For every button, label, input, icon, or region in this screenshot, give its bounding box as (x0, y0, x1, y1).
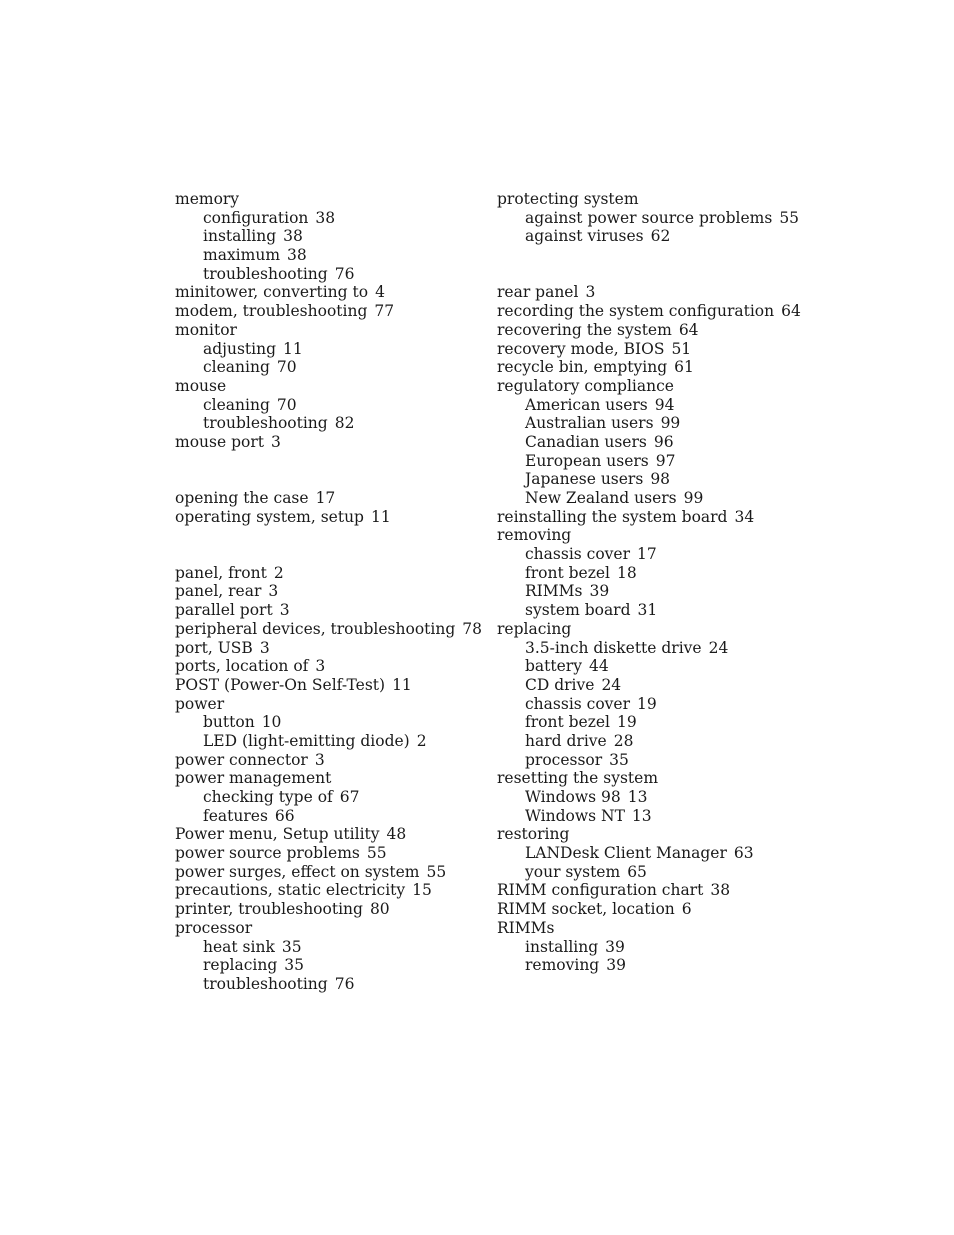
index-entry (175, 751, 475, 770)
index-entry (175, 919, 475, 938)
index-term: recording the system configuration (497, 302, 775, 321)
index-page-number: 24 (601, 675, 622, 694)
index-term: 3.5-inch diskette drive (525, 638, 702, 657)
index-subentry (175, 956, 475, 975)
index-term: memory (175, 190, 240, 208)
index-term: power source problems (175, 844, 360, 863)
index-term: American users (525, 395, 648, 414)
index-page-number: 48 (386, 825, 407, 844)
index-entry (497, 825, 797, 844)
index-term: features (203, 806, 268, 825)
index-entry (175, 321, 475, 340)
index-page-number: 18 (617, 563, 637, 582)
index-subentry (497, 489, 797, 508)
index-term: Australian users (525, 414, 654, 433)
index-entry (175, 582, 475, 601)
index-term: button (203, 713, 255, 732)
index-term: checking type of (203, 788, 333, 806)
index-subentry (497, 788, 797, 807)
index-page-number: 39 (605, 937, 625, 956)
index-term: recovering the system (497, 320, 672, 339)
index-page-number: 2 (416, 731, 427, 750)
index-entry (175, 825, 475, 844)
index-term: power (175, 694, 225, 713)
index-page-number: 55 (426, 862, 447, 881)
index-entry (497, 358, 797, 377)
index-term: port, USB (175, 638, 253, 657)
index-subentry (497, 452, 797, 471)
index-page-number: 6 (681, 900, 692, 919)
index-term: front bezel (525, 713, 611, 732)
index-page-number: 3 (585, 283, 596, 302)
index-subentry (497, 564, 797, 583)
index-term: adjusting (203, 339, 276, 358)
index-term: monitor (175, 320, 237, 339)
index-entry (175, 302, 475, 321)
index-term: removing (525, 956, 600, 975)
index-entry (497, 321, 797, 340)
index-entry (175, 190, 475, 209)
index-term: reinstalling the system board (497, 507, 728, 526)
index-subentry (175, 246, 475, 265)
index-term: RIMM socket, location (497, 900, 675, 919)
index-page-number: 64 (678, 320, 699, 339)
index-page-number: 99 (683, 489, 704, 507)
index-term: RIMM configuration chart (497, 881, 704, 900)
index-subentry (497, 545, 797, 564)
index-page-number: 82 (334, 414, 355, 433)
index-subentry (175, 227, 475, 246)
index-subentry (175, 732, 475, 751)
index-entry (497, 881, 797, 900)
index-page-number: 2 (273, 563, 284, 582)
index-entry (175, 433, 475, 452)
index-page-number: 35 (284, 956, 304, 975)
index-subentry (497, 956, 797, 975)
index-page-number: 78 (462, 619, 482, 638)
index-term: cleaning (203, 358, 270, 377)
index-page-number: 67 (339, 788, 360, 806)
index-page-number: 35 (609, 750, 629, 769)
index-term: replacing (497, 619, 572, 638)
index-term: against power source problems (525, 208, 773, 227)
index-term: parallel port (175, 601, 273, 620)
index-page-number: 39 (589, 582, 610, 601)
index-entry (175, 657, 475, 676)
index-term: ports, location of (175, 657, 309, 676)
index-term: cleaning (203, 395, 270, 414)
index-page-number: 70 (276, 395, 297, 414)
index-term: configuration (203, 208, 309, 227)
index-term: regulatory compliance (497, 376, 674, 395)
index-term: LED (light-emitting diode) (203, 731, 410, 750)
index-section-gap (175, 470, 475, 489)
index-entry (175, 695, 475, 714)
index-term: mouse (175, 376, 227, 395)
index-term: installing (203, 227, 277, 246)
index-page-number: 3 (279, 601, 290, 620)
index-entry (175, 508, 475, 527)
index-term: troubleshooting (203, 974, 328, 993)
index-page-number: 70 (276, 358, 297, 377)
index-entry (175, 377, 475, 396)
index-term: peripheral devices, troubleshooting (175, 619, 456, 638)
index-term: power management (175, 769, 332, 788)
index-entry (497, 190, 797, 209)
index-page-number: 10 (261, 713, 282, 732)
index-subentry (497, 732, 797, 751)
index-term: mouse port (175, 432, 264, 451)
index-subentry (175, 788, 475, 807)
index-entry (175, 601, 475, 620)
index-term: precautions, static electricity (175, 881, 406, 900)
index-term: recovery mode, BIOS (497, 339, 665, 358)
index-entry (497, 340, 797, 359)
index-page-number: 3 (315, 657, 326, 676)
index-page-number: 99 (660, 414, 681, 433)
index-subentry (497, 863, 797, 882)
index-column-left (175, 190, 482, 994)
index-page-number: 13 (631, 806, 652, 825)
index-subentry (175, 358, 475, 377)
index-subentry (175, 414, 475, 433)
index-term: printer, troubleshooting (175, 900, 363, 919)
index-subentry (497, 713, 797, 732)
index-subentry (175, 265, 475, 284)
index-page-number: 61 (674, 358, 694, 377)
index-subentry (175, 396, 475, 415)
index-entry (497, 620, 797, 639)
index-page-number: 98 (650, 470, 671, 489)
index-term: Power menu, Setup utility (175, 825, 380, 844)
index-subentry (497, 433, 797, 452)
index-term: chassis cover (525, 694, 631, 713)
index-term: POST (Power-On Self-Test) (175, 675, 386, 694)
index-term: LANDesk Client Manager (525, 844, 727, 863)
index-term: modem, troubleshooting (175, 302, 368, 321)
index-term: front bezel (525, 563, 611, 582)
index-subentry (497, 601, 797, 620)
index-entry (175, 283, 475, 302)
index-subentry (497, 695, 797, 714)
index-term: replacing (203, 956, 278, 975)
index-page-number: 94 (654, 395, 675, 414)
index-subentry (497, 657, 797, 676)
index-page-number: 17 (637, 545, 657, 564)
index-term: Japanese users (525, 470, 644, 489)
index-term: rear panel (497, 283, 579, 302)
index-page-number: 63 (733, 844, 754, 863)
index-subentry (175, 340, 475, 359)
index-term: protecting system (497, 190, 639, 208)
index-term: processor (175, 918, 253, 937)
index-term: operating system, setup (175, 507, 364, 526)
index-subentry (497, 208, 800, 228)
index-term: heat sink (203, 937, 275, 956)
index-term: battery (525, 657, 582, 676)
index-page-number: 24 (708, 638, 729, 657)
index-page-number: 64 (781, 302, 801, 321)
index-page-number: 38 (287, 246, 307, 265)
index-term: processor (525, 750, 603, 769)
index-page-number: 17 (315, 489, 336, 507)
index-section-gap (175, 545, 475, 564)
index-subentry (175, 938, 475, 957)
index-subentry (497, 227, 797, 246)
index-page-number: 11 (392, 675, 412, 694)
index-term: opening the case (175, 489, 309, 507)
index-page-number: 65 (627, 862, 647, 881)
index-term: minitower, converting to (175, 283, 369, 302)
index-entry (175, 676, 475, 695)
index-page-number: 97 (655, 451, 676, 470)
index-entry (497, 302, 801, 321)
index-entry (175, 769, 475, 788)
index-page-number: 38 (283, 227, 303, 246)
index-page-number: 96 (653, 432, 674, 451)
index-page-number: 76 (334, 974, 355, 993)
index-page-number: 28 (613, 731, 634, 750)
index-entry (497, 900, 797, 919)
index-column-right (497, 190, 801, 975)
index-page-number: 15 (412, 881, 432, 900)
index-entry (497, 919, 797, 938)
index-page-number: 11 (370, 507, 391, 526)
index-term: power surges, effect on system (175, 862, 420, 881)
index-subentry (497, 414, 797, 433)
index-subentry (497, 807, 797, 826)
index-subentry (497, 470, 797, 489)
index-term: system board (525, 601, 631, 620)
index-subentry (497, 751, 797, 770)
index-page-number: 34 (734, 507, 755, 526)
index-subentry (497, 582, 797, 601)
index-term: power connector (175, 750, 308, 769)
index-subentry (497, 676, 797, 695)
index-term: installing (525, 937, 599, 956)
index-term: CD drive (525, 675, 595, 694)
index-page-number: 77 (374, 302, 395, 321)
index-term: restoring (497, 825, 570, 844)
index-subentry (497, 938, 797, 957)
index-page-number: 31 (637, 601, 658, 620)
index-page-number: 51 (671, 339, 692, 358)
index-term: panel, rear (175, 582, 262, 601)
index-term: Canadian users (525, 432, 647, 451)
index-entry (175, 619, 482, 639)
index-page-number: 39 (606, 956, 626, 975)
index-page-number: 4 (375, 283, 385, 302)
index-term: hard drive (525, 731, 607, 750)
index-entry (175, 900, 475, 919)
index-subentry (497, 639, 797, 658)
index-page-number: 19 (617, 713, 637, 732)
index-page-number: 3 (259, 638, 270, 657)
index-page-number: 3 (314, 750, 325, 769)
index-section-gap (497, 246, 797, 265)
index-page-number: 13 (627, 788, 648, 806)
index-page-number: 11 (283, 339, 303, 358)
index-entry (497, 526, 797, 545)
index-term: RIMMs (497, 918, 555, 937)
index-entry (497, 508, 797, 527)
index-page-number: 76 (334, 264, 355, 283)
index-section-gap (497, 265, 797, 284)
index-page-number: 19 (637, 694, 657, 713)
index-term: panel, front (175, 563, 267, 582)
index-page-number: 62 (650, 227, 671, 246)
index-page-number: 55 (366, 844, 387, 863)
index-term: removing (497, 526, 572, 545)
index-section-gap (175, 526, 475, 545)
index-entry (497, 377, 797, 396)
index-subentry (175, 975, 475, 994)
index-page-number: 3 (268, 582, 279, 601)
index-entry (175, 489, 475, 508)
index-entry (175, 863, 475, 882)
index-term: recycle bin, emptying (497, 358, 668, 377)
index-term: chassis cover (525, 545, 631, 564)
index-subentry (497, 396, 797, 415)
index-entry (175, 881, 475, 900)
index-term: against viruses (525, 227, 644, 246)
index-section-gap (175, 452, 475, 471)
index-term: New Zealand users (525, 489, 677, 507)
index-subentry (175, 807, 475, 826)
index-subentry (175, 713, 475, 732)
index-term: maximum (203, 246, 281, 265)
index-term: European users (525, 451, 649, 470)
index-page-number: 38 (315, 208, 336, 227)
index-page-number: 3 (270, 432, 281, 451)
index-page-number: 35 (281, 937, 302, 956)
index-entry (175, 639, 475, 658)
index-term: troubleshooting (203, 264, 328, 283)
index-page-number: 66 (274, 806, 295, 825)
index-term: resetting the system (497, 769, 659, 788)
index-entry (175, 564, 475, 583)
index-subentry (175, 209, 475, 228)
index-entry (497, 769, 797, 788)
index-subentry (497, 844, 797, 863)
index-entry (497, 283, 797, 302)
index-term: Windows 98 (525, 788, 621, 806)
index-term: troubleshooting (203, 414, 328, 433)
index-page-number: 44 (588, 657, 609, 676)
index-term: your system (525, 862, 621, 881)
index-term: Windows NT (525, 806, 625, 825)
index-page-number: 80 (369, 900, 390, 919)
index-entry (175, 844, 475, 863)
index-page-number: 38 (710, 881, 731, 900)
index-page-number: 55 (779, 208, 800, 227)
index-term: RIMMs (525, 582, 583, 601)
